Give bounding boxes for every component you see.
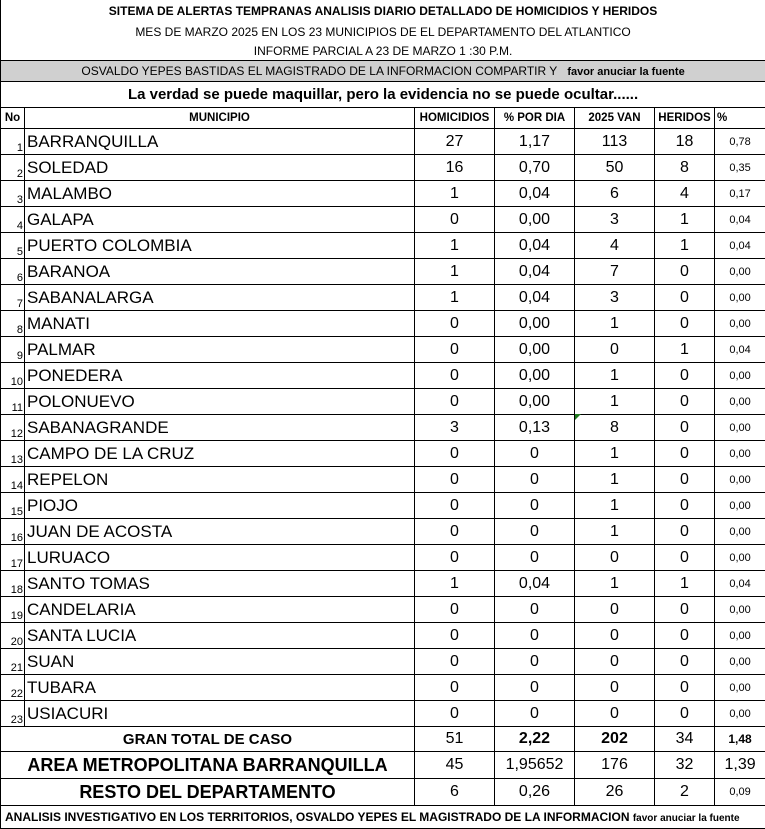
grand-total-label: GRAN TOTAL DE CASO bbox=[1, 727, 415, 752]
pct-value: 0,04 bbox=[715, 207, 765, 233]
row-no: 10 bbox=[1, 363, 25, 389]
heridos-value: 0 bbox=[655, 415, 715, 441]
area-metro-van: 176 bbox=[575, 752, 655, 779]
area-metro-por-dia: 1,95652 bbox=[495, 752, 575, 779]
row-no: 16 bbox=[1, 519, 25, 545]
col-homicidios: HOMICIDIOS bbox=[415, 108, 495, 129]
heridos-value: 1 bbox=[655, 571, 715, 597]
homicidios-value: 0 bbox=[415, 337, 495, 363]
pct-value: 0,00 bbox=[715, 623, 765, 649]
heridos-value: 0 bbox=[655, 623, 715, 649]
van-value: 1 bbox=[575, 493, 655, 519]
homicidios-value: 0 bbox=[415, 597, 495, 623]
grand-total-van: 202 bbox=[575, 727, 655, 752]
heridos-value: 0 bbox=[655, 285, 715, 311]
row-no: 2 bbox=[1, 155, 25, 181]
homicidios-value: 0 bbox=[415, 675, 495, 701]
por-dia-value: 0,00 bbox=[495, 389, 575, 415]
row-no: 13 bbox=[1, 441, 25, 467]
report-date: INFORME PARCIAL A 23 DE MARZO 1 :30 P.M. bbox=[1, 41, 765, 61]
homicidios-value: 1 bbox=[415, 233, 495, 259]
homicidios-value: 0 bbox=[415, 441, 495, 467]
table-row bbox=[1, 415, 765, 441]
resto-heridos: 2 bbox=[655, 779, 715, 806]
por-dia-value: 0,70 bbox=[495, 155, 575, 181]
row-no: 5 bbox=[1, 233, 25, 259]
table-row bbox=[1, 649, 765, 675]
heridos-value: 0 bbox=[655, 649, 715, 675]
heridos-value: 0 bbox=[655, 389, 715, 415]
grand-total-homicidios: 51 bbox=[415, 727, 495, 752]
row-no: 21 bbox=[1, 649, 25, 675]
pct-value: 0,35 bbox=[715, 155, 765, 181]
por-dia-value: 0,04 bbox=[495, 259, 575, 285]
area-metro-homicidios: 45 bbox=[415, 752, 495, 779]
col-heridos: HERIDOS bbox=[655, 108, 715, 129]
van-value: 6 bbox=[575, 181, 655, 207]
homicidios-value: 0 bbox=[415, 623, 495, 649]
row-no: 4 bbox=[1, 207, 25, 233]
van-value: 7 bbox=[575, 259, 655, 285]
col-pct: % bbox=[715, 108, 765, 129]
row-no: 18 bbox=[1, 571, 25, 597]
homicidios-value: 0 bbox=[415, 363, 495, 389]
table-row bbox=[1, 701, 765, 727]
area-metro-heridos: 32 bbox=[655, 752, 715, 779]
report-subtitle: MES DE MARZO 2025 EN LOS 23 MUNICIPIOS DE EL DEPARTAMENTO DEL ATLANTICO bbox=[1, 22, 765, 41]
van-value: 0 bbox=[575, 623, 655, 649]
table-row bbox=[1, 623, 765, 649]
motto-row bbox=[1, 82, 765, 108]
pct-value: 0,04 bbox=[715, 571, 765, 597]
pct-value: 0,00 bbox=[715, 701, 765, 727]
homicidios-value: 1 bbox=[415, 285, 495, 311]
municipio-name: SABANALARGA bbox=[25, 285, 415, 311]
heridos-value: 4 bbox=[655, 181, 715, 207]
van-value: 3 bbox=[575, 285, 655, 311]
heridos-value: 1 bbox=[655, 337, 715, 363]
van-value: 0 bbox=[575, 545, 655, 571]
municipio-name: PUERTO COLOMBIA bbox=[25, 233, 415, 259]
van-value: 1 bbox=[575, 311, 655, 337]
grand-total-heridos: 34 bbox=[655, 727, 715, 752]
row-no: 7 bbox=[1, 285, 25, 311]
row-no: 12 bbox=[1, 415, 25, 441]
row-no: 1 bbox=[1, 129, 25, 155]
row-no: 17 bbox=[1, 545, 25, 571]
municipio-name: USIACURI bbox=[25, 701, 415, 727]
municipio-name: SUAN bbox=[25, 649, 415, 675]
resto-homicidios: 6 bbox=[415, 779, 495, 806]
pct-value: 0,00 bbox=[715, 545, 765, 571]
van-value: 1 bbox=[575, 519, 655, 545]
row-no: 15 bbox=[1, 493, 25, 519]
municipio-name: PIOJO bbox=[25, 493, 415, 519]
table-row bbox=[1, 337, 765, 363]
heridos-value: 0 bbox=[655, 675, 715, 701]
pct-value: 0,00 bbox=[715, 285, 765, 311]
table-row bbox=[1, 285, 765, 311]
municipio-name: JUAN DE ACOSTA bbox=[25, 519, 415, 545]
van-value: 3 bbox=[575, 207, 655, 233]
municipio-name: PALMAR bbox=[25, 337, 415, 363]
municipio-name: SANTO TOMAS bbox=[25, 571, 415, 597]
por-dia-value: 0,04 bbox=[495, 233, 575, 259]
row-no: 9 bbox=[1, 337, 25, 363]
por-dia-value: 0,00 bbox=[495, 337, 575, 363]
resto-por-dia: 0,26 bbox=[495, 779, 575, 806]
area-metro-row bbox=[1, 752, 765, 779]
van-value: 1 bbox=[575, 441, 655, 467]
municipio-rows bbox=[1, 129, 765, 727]
col-no: No bbox=[1, 108, 25, 129]
heridos-value: 1 bbox=[655, 207, 715, 233]
municipio-name: TUBARA bbox=[25, 675, 415, 701]
column-header-row bbox=[1, 108, 765, 129]
report-title: SITEMA DE ALERTAS TEMPRANAS ANALISIS DIARIO DETALLADO DE HOMICIDIOS Y HERIDOS bbox=[1, 0, 765, 22]
municipio-name: BARRANQUILLA bbox=[25, 129, 415, 155]
municipio-name: SABANAGRANDE bbox=[25, 415, 415, 441]
pct-value: 0,17 bbox=[715, 181, 765, 207]
row-no: 3 bbox=[1, 181, 25, 207]
pct-value: 0,00 bbox=[715, 259, 765, 285]
homicidios-value: 1 bbox=[415, 181, 495, 207]
homicidios-value: 0 bbox=[415, 519, 495, 545]
table-row bbox=[1, 155, 765, 181]
por-dia-value: 0,00 bbox=[495, 207, 575, 233]
homicidios-value: 0 bbox=[415, 467, 495, 493]
pct-value: 0,00 bbox=[715, 415, 765, 441]
resto-van: 26 bbox=[575, 779, 655, 806]
por-dia-value: 0 bbox=[495, 519, 575, 545]
table-row bbox=[1, 545, 765, 571]
motto: La verdad se puede maquillar, pero la evidencia no se puede ocultar...... bbox=[1, 82, 765, 108]
pct-value: 0,78 bbox=[715, 129, 765, 155]
pct-value: 0,00 bbox=[715, 597, 765, 623]
area-metro-pct: 1,39 bbox=[715, 752, 765, 779]
table-row bbox=[1, 129, 765, 155]
table-row bbox=[1, 519, 765, 545]
row-no: 11 bbox=[1, 389, 25, 415]
por-dia-value: 0 bbox=[495, 649, 575, 675]
por-dia-value: 0 bbox=[495, 675, 575, 701]
por-dia-value: 0,13 bbox=[495, 415, 575, 441]
col-2025-van: 2025 VAN bbox=[575, 108, 655, 129]
van-value: 0 bbox=[575, 649, 655, 675]
table-row bbox=[1, 571, 765, 597]
table-row bbox=[1, 233, 765, 259]
report-date-row bbox=[1, 41, 765, 61]
por-dia-value: 0 bbox=[495, 493, 575, 519]
homicidios-value: 0 bbox=[415, 207, 495, 233]
municipio-name: CAMPO DE LA CRUZ bbox=[25, 441, 415, 467]
por-dia-value: 0 bbox=[495, 441, 575, 467]
por-dia-value: 0,00 bbox=[495, 311, 575, 337]
table-row bbox=[1, 363, 765, 389]
heridos-value: 0 bbox=[655, 363, 715, 389]
table-row bbox=[1, 441, 765, 467]
heridos-value: 0 bbox=[655, 493, 715, 519]
credit-row bbox=[1, 61, 765, 82]
col-por-dia: % POR DIA bbox=[495, 108, 575, 129]
pct-value: 0,04 bbox=[715, 337, 765, 363]
municipio-name: SANTA LUCIA bbox=[25, 623, 415, 649]
van-value: 50 bbox=[575, 155, 655, 181]
grand-total-row bbox=[1, 727, 765, 752]
table-row bbox=[1, 389, 765, 415]
pct-value: 0,00 bbox=[715, 311, 765, 337]
homicidios-value: 0 bbox=[415, 493, 495, 519]
van-value: 0 bbox=[575, 701, 655, 727]
van-value: 0 bbox=[575, 337, 655, 363]
heridos-value: 0 bbox=[655, 259, 715, 285]
van-value: 0 bbox=[575, 597, 655, 623]
title-row bbox=[1, 0, 765, 22]
van-value: 1 bbox=[575, 389, 655, 415]
table-row bbox=[1, 181, 765, 207]
pct-value: 0,04 bbox=[715, 233, 765, 259]
col-municipio: MUNICIPIO bbox=[25, 108, 415, 129]
van-value: 1 bbox=[575, 363, 655, 389]
table-row bbox=[1, 259, 765, 285]
homicidios-value: 0 bbox=[415, 311, 495, 337]
table-row bbox=[1, 675, 765, 701]
por-dia-value: 0 bbox=[495, 701, 575, 727]
pct-value: 0,00 bbox=[715, 649, 765, 675]
heridos-value: 1 bbox=[655, 233, 715, 259]
homicidios-value: 0 bbox=[415, 389, 495, 415]
homicidios-value: 16 bbox=[415, 155, 495, 181]
van-value: 4 bbox=[575, 233, 655, 259]
por-dia-value: 1,17 bbox=[495, 129, 575, 155]
pct-value: 0,00 bbox=[715, 441, 765, 467]
por-dia-value: 0,04 bbox=[495, 181, 575, 207]
heridos-value: 0 bbox=[655, 441, 715, 467]
homicidios-value: 3 bbox=[415, 415, 495, 441]
row-no: 6 bbox=[1, 259, 25, 285]
homicidios-value: 27 bbox=[415, 129, 495, 155]
pct-value: 0,00 bbox=[715, 363, 765, 389]
van-value: 0 bbox=[575, 675, 655, 701]
municipio-name: SOLEDAD bbox=[25, 155, 415, 181]
homicidios-value: 1 bbox=[415, 259, 495, 285]
grand-total-pct: 1,48 bbox=[715, 727, 765, 752]
heridos-value: 0 bbox=[655, 467, 715, 493]
credit-note: favor anuciar la fuente bbox=[567, 66, 684, 78]
por-dia-value: 0 bbox=[495, 545, 575, 571]
heridos-value: 0 bbox=[655, 311, 715, 337]
resto-label: RESTO DEL DEPARTAMENTO bbox=[1, 779, 415, 806]
municipio-name: REPELON bbox=[25, 467, 415, 493]
row-no: 14 bbox=[1, 467, 25, 493]
table-row bbox=[1, 493, 765, 519]
pct-value: 0,00 bbox=[715, 467, 765, 493]
grand-total-por-dia: 2,22 bbox=[495, 727, 575, 752]
van-value: 8 bbox=[575, 415, 655, 441]
heridos-value: 0 bbox=[655, 701, 715, 727]
van-value: 1 bbox=[575, 571, 655, 597]
footer-row bbox=[1, 806, 765, 829]
heridos-value: 8 bbox=[655, 155, 715, 181]
table-row bbox=[1, 597, 765, 623]
por-dia-value: 0 bbox=[495, 467, 575, 493]
row-no: 22 bbox=[1, 675, 25, 701]
table-row bbox=[1, 311, 765, 337]
table-row bbox=[1, 207, 765, 233]
homicidios-value: 0 bbox=[415, 649, 495, 675]
cell-comment-marker bbox=[575, 414, 581, 420]
footer-main: ANALISIS INVESTIGATIVO EN LOS TERRITORIOS, OSVALDO YEPES EL MAGISTRADO DE LA INFORMACION bbox=[5, 810, 630, 824]
municipio-name: MALAMBO bbox=[25, 181, 415, 207]
van-value: 113 bbox=[575, 129, 655, 155]
pct-value: 0,00 bbox=[715, 493, 765, 519]
homicidios-value: 0 bbox=[415, 701, 495, 727]
resto-pct: 0,09 bbox=[715, 779, 765, 806]
pct-value: 0,00 bbox=[715, 389, 765, 415]
homicidios-value: 0 bbox=[415, 545, 495, 571]
por-dia-value: 0 bbox=[495, 623, 575, 649]
credit-main: OSVALDO YEPES BASTIDAS EL MAGISTRADO DE LA INFORMACION COMPARTIR Y bbox=[81, 64, 557, 78]
por-dia-value: 0,04 bbox=[495, 285, 575, 311]
municipio-name: PONEDERA bbox=[25, 363, 415, 389]
por-dia-value: 0,04 bbox=[495, 571, 575, 597]
municipio-name: LURUACO bbox=[25, 545, 415, 571]
heridos-value: 0 bbox=[655, 597, 715, 623]
heridos-value: 0 bbox=[655, 545, 715, 571]
area-metro-label: AREA METROPOLITANA BARRANQUILLA bbox=[1, 752, 415, 779]
heridos-value: 18 bbox=[655, 129, 715, 155]
row-no: 20 bbox=[1, 623, 25, 649]
homicidios-value: 1 bbox=[415, 571, 495, 597]
municipio-name: BARANOA bbox=[25, 259, 415, 285]
table-row bbox=[1, 467, 765, 493]
credit-line bbox=[1, 61, 765, 82]
municipio-name: GALAPA bbox=[25, 207, 415, 233]
pct-value: 0,00 bbox=[715, 675, 765, 701]
municipio-name: POLONUEVO bbox=[25, 389, 415, 415]
por-dia-value: 0,00 bbox=[495, 363, 575, 389]
footer-line bbox=[1, 806, 765, 829]
row-no: 19 bbox=[1, 597, 25, 623]
van-value: 1 bbox=[575, 467, 655, 493]
pct-value: 0,00 bbox=[715, 519, 765, 545]
resto-row bbox=[1, 779, 765, 806]
por-dia-value: 0 bbox=[495, 597, 575, 623]
subtitle-row bbox=[1, 22, 765, 41]
row-no: 8 bbox=[1, 311, 25, 337]
footer-note: favor anuciar la fuente bbox=[633, 813, 740, 824]
municipio-name: CANDELARIA bbox=[25, 597, 415, 623]
municipio-name: MANATI bbox=[25, 311, 415, 337]
heridos-value: 0 bbox=[655, 519, 715, 545]
row-no: 23 bbox=[1, 701, 25, 727]
